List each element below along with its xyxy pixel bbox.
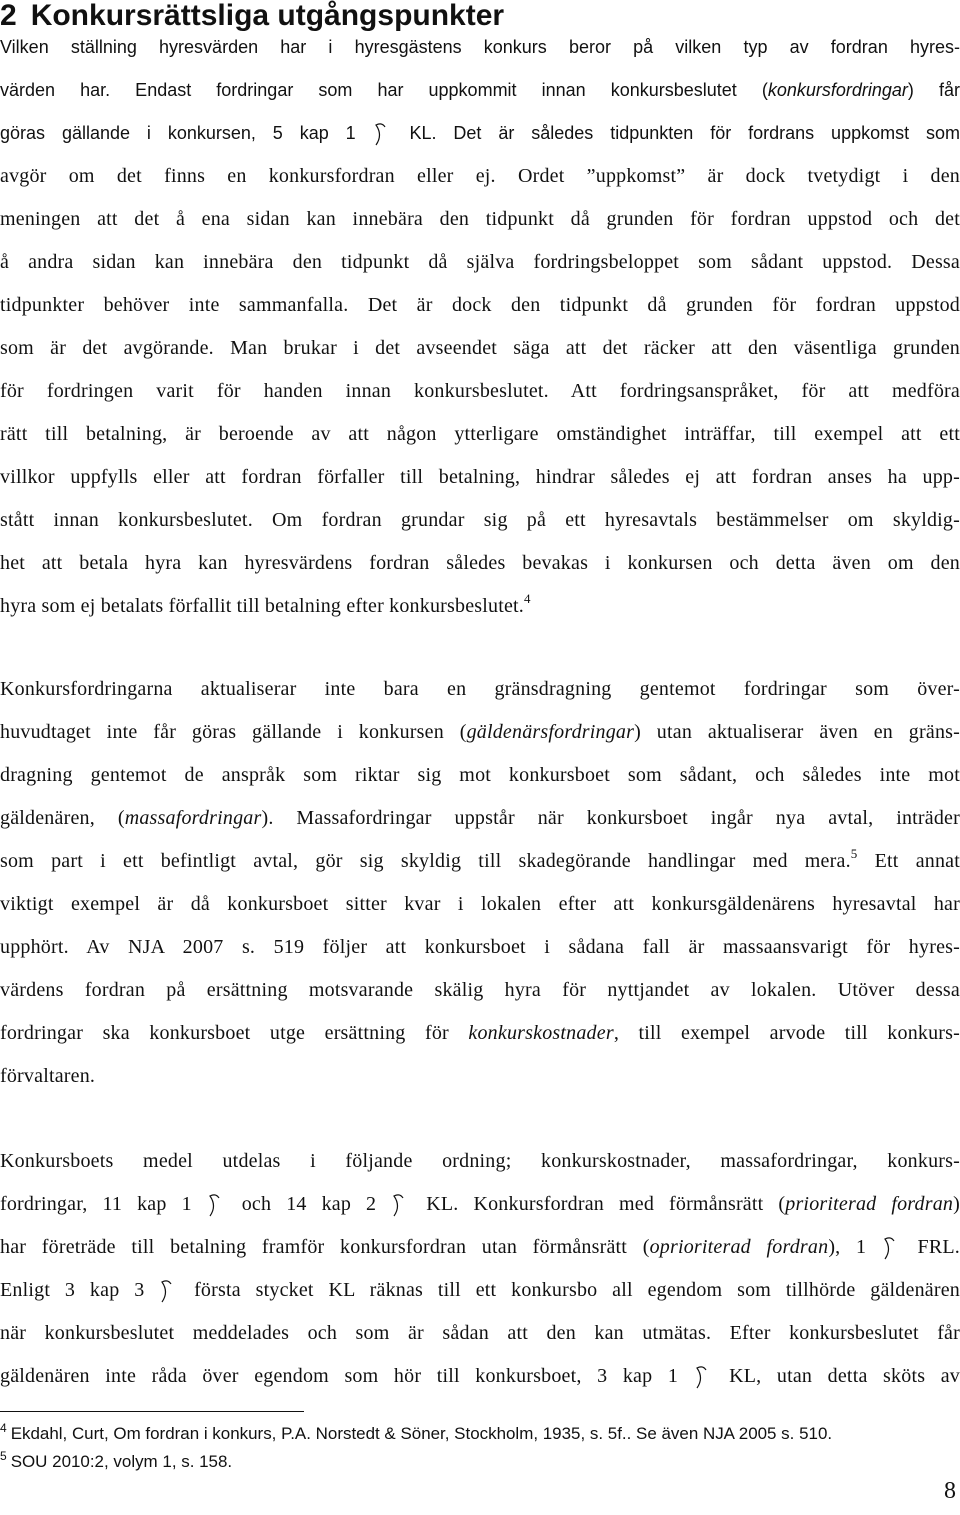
section-sign-icon bbox=[882, 1226, 902, 1269]
text-line: avgör om det finns en konkursfordran eller ej. Ordet ”uppkomst” är dock tvetydigt i den bbox=[0, 165, 960, 187]
text-line: dragning gentemot de anspråk som riktar sig mot konkursboet som sådant, och således inte mot bbox=[0, 764, 960, 786]
text-line: hyra som ej betalats förfallit till betalning efter konkursbeslutet.$^4$ bbox=[0, 591, 531, 617]
term-konkurskostnader: konkurskostnader bbox=[468, 1022, 614, 1044]
section-sign-icon bbox=[373, 112, 393, 155]
text-line: tidpunkter behöver inte sammanfalla. Det är dock den tidpunkt då grunden för fordran uppstod bbox=[0, 294, 960, 316]
paragraph-1 bbox=[0, 155, 960, 628]
term-prioriterad-fordran: prioriterad fordran bbox=[785, 1193, 954, 1215]
section-sign-icon bbox=[207, 1183, 227, 1226]
text-line: för fordringen varit för handen innan konkursbeslutet. Att fordringsanspråket, för att medföra bbox=[0, 380, 960, 402]
text-line: huvudtaget inte får göras gällande i konkursen (gäldenärsfordringar) utan aktualiserar även en gräns- bbox=[0, 721, 960, 743]
text-line: å andra sidan kan innebära den tidpunkt då själva fordringsbeloppet som sådant uppstod. Dessa bbox=[0, 251, 960, 273]
text-line: värden har. Endast fordringar som har uppkommit innan konkursbeslutet (konkursfordringar) får bbox=[0, 80, 960, 100]
section-sign-icon bbox=[159, 1269, 179, 1312]
page-number: 8 bbox=[944, 1478, 956, 1504]
footnote-text: SOU 2010:2, volym 1, s. 158. bbox=[10, 1452, 233, 1471]
section-title: Konkursrättsliga utgångspunkter bbox=[30, 0, 505, 32]
footnote-ref-5[interactable]: 5 bbox=[850, 846, 858, 861]
text-line: gäldenären inte råda över egendom som hör till konkursboet, 3 kap 1 KL, utan detta sköts av bbox=[0, 1355, 960, 1398]
text-line: när konkursbeslutet meddelades och som är sådan att den kan utmätas. Efter konkursbeslutet får bbox=[0, 1322, 960, 1344]
text-line: värdens fordran på ersättning motsvarande skälig hyra för nyttjandet av lokalen. Utöver dessa bbox=[0, 979, 960, 1001]
paragraph-2 bbox=[0, 668, 960, 1098]
text-line: Vilken ställning hyresvärden har i hyresgästens konkurs beror på vilken typ av fordran hyres- bbox=[0, 37, 960, 57]
term-massafordringar: massafordringar bbox=[124, 807, 262, 829]
text-line: rätt till betalning, är beroende av att någon ytterligare omständighet inträffar, till exempel att ett bbox=[0, 423, 960, 445]
text-line: viktigt exempel är då konkursboet sitter kvar i lokalen efter att konkursgäldenärens hyresavtal har bbox=[0, 893, 960, 915]
text-line: göras gällande i konkursen, 5 kap 1 KL. Det är således tidpunkten för fordrans uppkomst som bbox=[0, 112, 960, 155]
footnotes bbox=[0, 1420, 960, 1476]
section-sign-icon bbox=[694, 1355, 714, 1398]
text-line: villkor uppfylls eller att fordran förfaller till betalning, hindrar således ej att fordran anses ha upp- bbox=[0, 466, 960, 488]
text-line: som part i ett befintligt avtal, gör sig skyldig till skadegörande handlingar med mera.$^5$ Ett annat bbox=[0, 846, 960, 872]
section-number: 2 bbox=[0, 0, 17, 32]
footnote-ref-4[interactable]: 4 bbox=[524, 591, 531, 606]
footnote-text: Ekdahl, Curt, Om fordran i konkurs, P.A. Norstedt & Söner, Stockholm, 1935, s. 5f.. Se även NJA 2005 s. 510. bbox=[10, 1424, 833, 1443]
text-line: stått innan konkursbeslutet. Om fordran grundar sig på ett hyresavtals bestämmelser om skyldig- bbox=[0, 509, 960, 531]
text-line: fordringar, 11 kap 1 och 14 kap 2 KL. Konkursfordran med förmånsrätt (prioriterad fordran) bbox=[0, 1183, 960, 1226]
footnote-number: 4 bbox=[0, 1421, 7, 1435]
text-line: fordringar ska konkursboet utge ersättning för konkurskostnader, till exempel arvode till konkurs- bbox=[0, 1022, 960, 1044]
text-line: meningen att det å ena sidan kan innebära den tidpunkt då grunden för fordran uppstod och det bbox=[0, 208, 960, 230]
paragraph-1-intro bbox=[0, 26, 960, 155]
footnote-number: 5 bbox=[0, 1449, 7, 1463]
footnote-5 bbox=[0, 1448, 960, 1476]
term-konkursfordringar: konkursfordringar bbox=[767, 80, 908, 100]
text-line: förvaltaren. bbox=[0, 1065, 96, 1087]
text-line: Konkursboets medel utdelas i följande ordning; konkurskostnader, massafordringar, konkurs- bbox=[0, 1150, 960, 1172]
footnote-separator bbox=[0, 1411, 304, 1412]
term-galdenarsfordringar: gäldenärsfordringar bbox=[466, 721, 635, 743]
text-line: Enligt 3 kap 3 första stycket KL räknas till ett konkursbo all egendom som tillhörde gäldenären bbox=[0, 1269, 960, 1312]
text-line: har företräde till betalning framför konkursfordran utan förmånsrätt (oprioriterad fordran), 1 FRL. bbox=[0, 1226, 960, 1269]
term-oprioriterad-fordran: oprioriterad fordran bbox=[649, 1236, 829, 1258]
text-line: gäldenären, (massafordringar). Massafordringar uppstår när konkursboet ingår nya avtal, inträder bbox=[0, 807, 960, 829]
text-line: het att betala hyra kan hyresvärdens fordran således bevakas i konkursen och detta även om den bbox=[0, 552, 960, 574]
text-line: Konkursfordringarna aktualiserar inte bara en gränsdragning gentemot fordringar som över- bbox=[0, 678, 960, 700]
footnote-4 bbox=[0, 1420, 960, 1448]
section-sign-icon bbox=[391, 1183, 411, 1226]
text-line: som är det avgörande. Man brukar i det avseendet säga att det räcker att den väsentliga grunden bbox=[0, 337, 960, 359]
paragraph-3 bbox=[0, 1140, 960, 1398]
text-line: upphört. Av NJA 2007 s. 519 följer att konkursboet i sådana fall är massaansvarigt för hyres- bbox=[0, 936, 960, 958]
